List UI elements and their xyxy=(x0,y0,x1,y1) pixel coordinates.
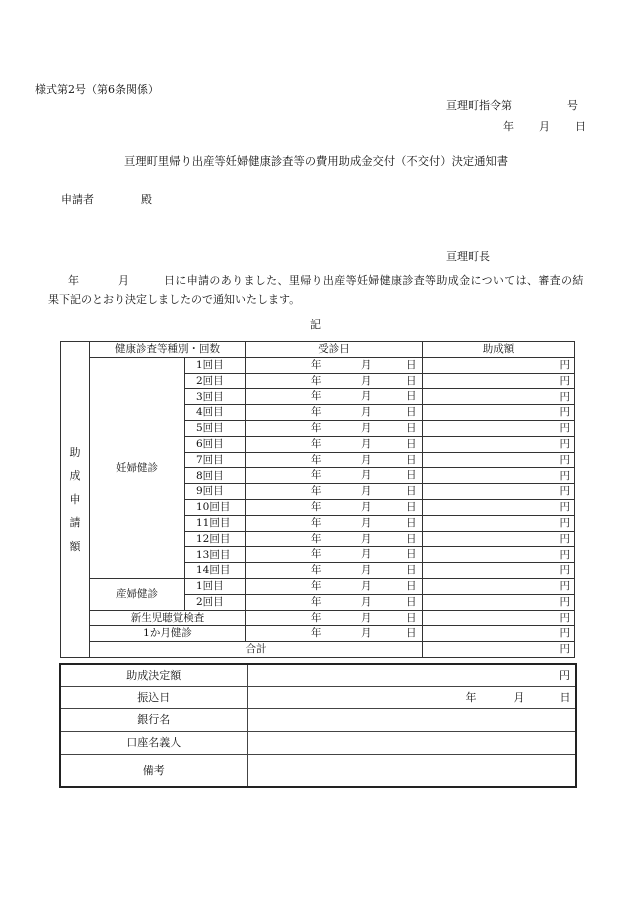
visit-count: 8回目 xyxy=(185,468,246,484)
visit-date-cell xyxy=(246,515,423,531)
amount-cell: 円 xyxy=(423,563,575,579)
applicant-label: 申請者 xyxy=(61,193,94,206)
visit-date-cell xyxy=(246,594,423,610)
transfer-month: 月 xyxy=(513,690,525,704)
amount-cell: 円 xyxy=(423,578,575,594)
amount-cell: 円 xyxy=(423,484,575,500)
date-month: 月 xyxy=(361,516,372,529)
account-holder-label: 口座名義人 xyxy=(60,731,247,754)
visit-count: 12回目 xyxy=(185,531,246,547)
issue-number: 亘理町指令第 号 xyxy=(446,99,578,112)
date-month: 月 xyxy=(361,579,372,592)
side-label-char: 成 xyxy=(69,469,81,483)
header-date: 受診日 xyxy=(246,342,423,358)
date-month: 月 xyxy=(361,485,372,498)
date-day: 日 xyxy=(406,500,417,513)
date-day: 日 xyxy=(406,579,417,592)
visit-count: 5回目 xyxy=(185,420,246,436)
side-label-char: 申 xyxy=(69,492,81,506)
visit-date-cell xyxy=(246,499,423,515)
date-day: 日 xyxy=(406,532,417,545)
date-day: 日 xyxy=(406,485,417,498)
date-day: 日 xyxy=(406,469,417,482)
account-holder-value xyxy=(247,731,576,754)
date-month: 月 xyxy=(361,453,372,466)
date-month: 月 xyxy=(361,358,372,371)
notes-label: 備考 xyxy=(60,754,247,787)
table-header-row xyxy=(61,342,575,358)
visit-date-cell xyxy=(246,436,423,452)
amount-cell: 円 xyxy=(423,515,575,531)
date-month: 月 xyxy=(361,390,372,403)
transfer-date-row xyxy=(60,686,576,708)
amount-cell: 円 xyxy=(423,357,575,373)
visit-date-cell xyxy=(246,563,423,579)
date-month: 月 xyxy=(361,500,372,513)
visit-count: 13回目 xyxy=(185,547,246,563)
date-month: 月 xyxy=(361,421,372,434)
date-month: 月 xyxy=(361,532,372,545)
visit-count: 1回目 xyxy=(185,578,246,594)
notes-row xyxy=(60,754,576,787)
amount-cell: 円 xyxy=(423,499,575,515)
date-year: 年 xyxy=(311,548,322,561)
bank-value xyxy=(247,708,576,731)
visit-count: 9回目 xyxy=(185,484,246,500)
date-day: 日 xyxy=(406,611,417,624)
date-month: 月 xyxy=(361,627,372,640)
amount-cell: 円 xyxy=(423,594,575,610)
date-year: 年 xyxy=(311,469,322,482)
newborn-row xyxy=(61,610,575,626)
date-month: 月 xyxy=(361,564,372,577)
transfer-date-value xyxy=(247,686,576,708)
amount-cell: 円 xyxy=(423,531,575,547)
amount-cell: 円 xyxy=(423,452,575,468)
date-day: 日 xyxy=(406,453,417,466)
issue-date-day: 日 xyxy=(575,120,586,133)
visit-count: 2回目 xyxy=(185,373,246,389)
transfer-day: 日 xyxy=(559,690,571,704)
total-label: 合計 xyxy=(90,642,423,658)
visit-date-cell xyxy=(246,626,423,642)
amount-cell: 円 xyxy=(423,610,575,626)
date-day: 日 xyxy=(406,406,417,419)
visit-date-cell xyxy=(246,610,423,626)
date-year: 年 xyxy=(311,390,322,403)
date-year: 年 xyxy=(311,485,322,498)
date-year: 年 xyxy=(311,595,322,608)
side-label-char: 額 xyxy=(69,539,81,553)
date-day: 日 xyxy=(406,390,417,403)
bank-label: 銀行名 xyxy=(60,708,247,731)
visit-date-cell xyxy=(246,357,423,373)
amount-cell: 円 xyxy=(423,389,575,405)
amount-cell: 円 xyxy=(423,547,575,563)
body-year: 年 xyxy=(68,274,79,287)
postpartum-row xyxy=(61,578,575,594)
visit-count: 2回目 xyxy=(185,594,246,610)
date-day: 日 xyxy=(406,548,417,561)
issuer-name: 亘理町長 xyxy=(446,250,490,263)
applicant-honorific: 殿 xyxy=(141,193,152,206)
notes-value xyxy=(247,754,576,787)
date-day: 日 xyxy=(406,358,417,371)
pregnancy-row xyxy=(61,357,575,373)
side-label-char: 助 xyxy=(69,445,81,459)
date-month: 月 xyxy=(361,374,372,387)
visit-date-cell xyxy=(246,405,423,421)
bank-row xyxy=(60,708,576,731)
date-year: 年 xyxy=(311,532,322,545)
date-year: 年 xyxy=(311,500,322,513)
ki-heading: 記 xyxy=(310,318,321,331)
visit-count: 6回目 xyxy=(185,436,246,452)
amount-cell: 円 xyxy=(423,642,575,658)
date-month: 月 xyxy=(361,548,372,561)
date-day: 日 xyxy=(406,627,417,640)
visit-count: 10回目 xyxy=(185,499,246,515)
date-year: 年 xyxy=(311,627,322,640)
total-row xyxy=(61,642,575,658)
transfer-date-label: 振込日 xyxy=(60,686,247,708)
decision-amount-row xyxy=(60,664,576,686)
header-type: 健康診査等種別・回数 xyxy=(90,342,246,358)
visit-count: 11回目 xyxy=(185,515,246,531)
date-month: 月 xyxy=(361,595,372,608)
date-year: 年 xyxy=(311,579,322,592)
date-day: 日 xyxy=(406,595,417,608)
amount-cell: 円 xyxy=(423,373,575,389)
visit-date-cell xyxy=(246,420,423,436)
postpartum-label: 産婦健診 xyxy=(90,578,185,610)
date-month: 月 xyxy=(361,469,372,482)
date-year: 年 xyxy=(311,564,322,577)
issue-date-year: 年 xyxy=(503,120,514,133)
visit-date-cell xyxy=(246,531,423,547)
body-text-line1: 日に申請のありました、里帰り出産等妊婦健康診査等助成金については、審査の結 xyxy=(164,274,584,287)
body-month: 月 xyxy=(118,274,129,287)
date-day: 日 xyxy=(406,437,417,450)
date-year: 年 xyxy=(311,421,322,434)
visit-count: 4回目 xyxy=(185,405,246,421)
date-year: 年 xyxy=(311,406,322,419)
visit-count: 7回目 xyxy=(185,452,246,468)
date-day: 日 xyxy=(406,374,417,387)
form-number: 様式第2号（第6条関係） xyxy=(35,83,159,96)
date-year: 年 xyxy=(311,611,322,624)
date-month: 月 xyxy=(361,611,372,624)
issue-date-month: 月 xyxy=(539,120,550,133)
newborn-label: 新生児聴覚検査 xyxy=(90,610,246,626)
month1-label: 1か月健診 xyxy=(90,626,246,642)
result-table xyxy=(59,663,577,788)
date-month: 月 xyxy=(361,437,372,450)
amount-cell: 円 xyxy=(423,420,575,436)
document-title: 亘理町里帰り出産等妊婦健康診査等の費用助成金交付（不交付）決定通知書 xyxy=(124,155,509,168)
header-amount: 助成額 xyxy=(423,342,575,358)
visit-date-cell xyxy=(246,484,423,500)
body-text-line2: 果下記のとおり決定しましたので通知いたします。 xyxy=(48,293,301,306)
visit-date-cell xyxy=(246,547,423,563)
visit-date-cell xyxy=(246,373,423,389)
visit-date-cell xyxy=(246,578,423,594)
amount-cell: 円 xyxy=(423,626,575,642)
application-table xyxy=(60,341,575,658)
visit-date-cell xyxy=(246,452,423,468)
visit-date-cell xyxy=(246,389,423,405)
decision-amount-unit: 円 xyxy=(247,664,576,686)
transfer-year: 年 xyxy=(465,690,477,704)
date-day: 日 xyxy=(406,564,417,577)
date-month: 月 xyxy=(361,406,372,419)
account-holder-row xyxy=(60,731,576,754)
amount-cell: 円 xyxy=(423,436,575,452)
date-year: 年 xyxy=(311,453,322,466)
date-year: 年 xyxy=(311,437,322,450)
date-year: 年 xyxy=(311,358,322,371)
amount-cell: 円 xyxy=(423,405,575,421)
side-label-char: 請 xyxy=(69,516,81,530)
date-year: 年 xyxy=(311,516,322,529)
visit-date-cell xyxy=(246,468,423,484)
visit-count: 1回目 xyxy=(185,357,246,373)
month1-row xyxy=(61,626,575,642)
date-day: 日 xyxy=(406,516,417,529)
visit-count: 14回目 xyxy=(185,563,246,579)
decision-amount-label: 助成決定額 xyxy=(60,664,247,686)
date-day: 日 xyxy=(406,421,417,434)
visit-count: 3回目 xyxy=(185,389,246,405)
side-label-cell xyxy=(61,342,90,658)
pregnancy-label: 妊婦健診 xyxy=(90,357,185,578)
date-year: 年 xyxy=(311,374,322,387)
amount-cell: 円 xyxy=(423,468,575,484)
